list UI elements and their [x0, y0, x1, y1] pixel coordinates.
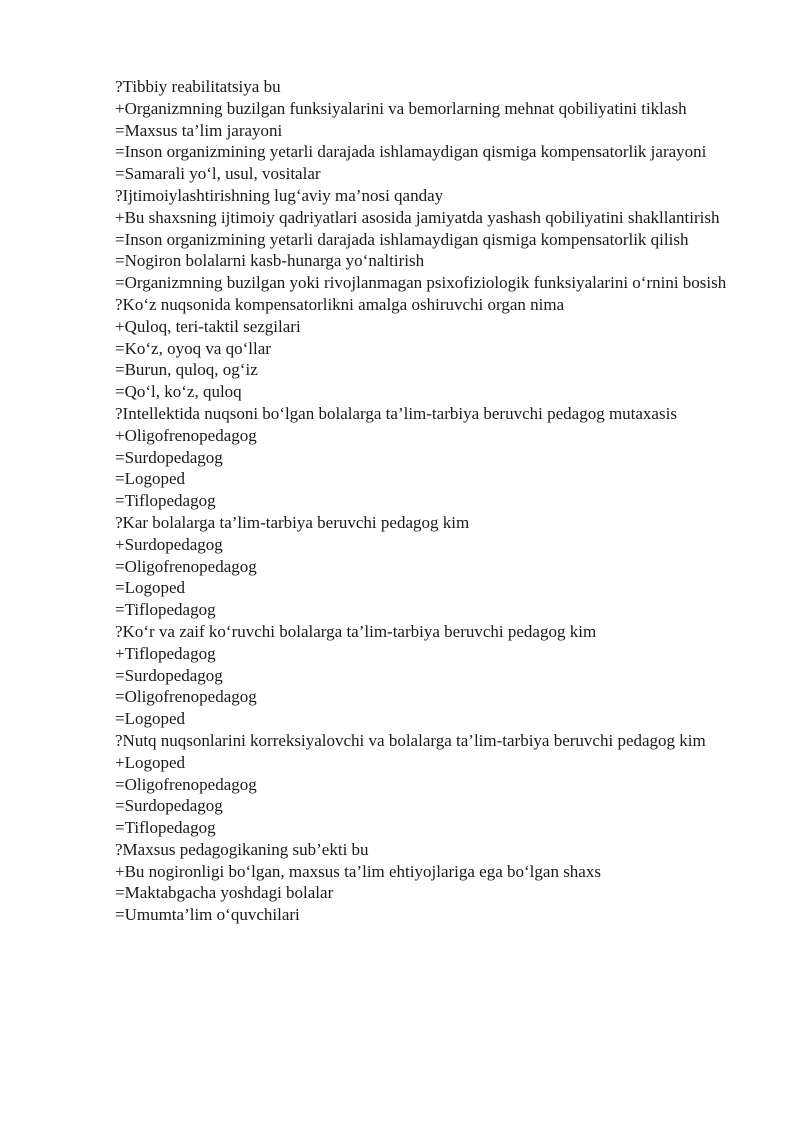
answer-option-line: =Inson organizmining yetarli darajada ishlamaydigan qismiga kompensatorlik qilish — [115, 229, 689, 249]
answer-option-line: =Tiflopedagog — [115, 818, 216, 838]
question-line: ?Tibbiy reabilitatsiya bu — [115, 77, 281, 96]
answer-option-line: =Qo‘l, ko‘z, quloq — [115, 382, 242, 402]
answer-option-line: =Oligofrenopedagog — [115, 687, 257, 707]
answer-option-line: =Oligofrenopedagog — [115, 774, 257, 794]
question-line: ?Intellektida nuqsoni bo‘lgan bolalarga ta’lim-tarbiya beruvchi pedagog mutaxasis — [115, 403, 677, 423]
answer-option-line: =Maktabgacha yoshdagi bolalar — [115, 883, 334, 903]
correct-answer-line: +Logoped — [115, 752, 186, 772]
answer-option-line: =Logoped — [115, 709, 186, 729]
correct-answer-line: +Quloq, teri-taktil sezgilari — [115, 316, 301, 336]
question-line: ?Ko‘z nuqsonida kompensatorlikni amalga oshiruvchi organ nima — [115, 294, 565, 314]
answer-option-line: =Tiflopedagog — [115, 491, 216, 511]
question-line: ?Maxsus pedagogikaning sub’ekti bu — [115, 839, 369, 859]
question-line: ?Kar bolalarga ta’lim-tarbiya beruvchi pedagog kim — [115, 512, 470, 532]
correct-answer-line: +Tiflopedagog — [115, 643, 216, 663]
answer-option-line: =Umumta’lim o‘quvchilari — [115, 905, 300, 925]
answer-option-line: =Surdopedagog — [115, 447, 223, 467]
answer-option-line: =Oligofrenopedagog — [115, 556, 257, 576]
answer-option-line: =Nogiron bolalarni kasb-hunarga yo‘naltirish — [115, 251, 425, 271]
answer-option-line: =Surdopedagog — [115, 665, 223, 685]
question-line: ?Ko‘r va zaif ko‘ruvchi bolalarga ta’lim-tarbiya beruvchi pedagog kim — [115, 621, 597, 641]
question-line: ?Nutq nuqsonlarini korreksiyalovchi va bolalarga ta’lim-tarbiya beruvchi pedagog kim — [115, 730, 706, 750]
answer-option-line: =Samarali yo‘l, usul, vositalar — [115, 164, 321, 184]
answer-option-line: =Tiflopedagog — [115, 600, 216, 620]
correct-answer-line: +Bu nogironligi bo‘lgan, maxsus ta’lim ehtiyojlariga ega bo‘lgan shaxs — [115, 861, 601, 881]
answer-option-line: =Surdopedagog — [115, 796, 223, 816]
answer-option-line: =Logoped — [115, 469, 186, 489]
correct-answer-line: +Organizmning buzilgan funksiyalarini va bemorlarning mehnat qobiliyatini tiklash — [115, 98, 687, 118]
answer-option-line: =Organizmning buzilgan yoki rivojlanmagan psixofiziologik funksiyalarini o‘rnini bosish — [115, 273, 727, 293]
answer-option-line: =Logoped — [115, 578, 186, 598]
answer-option-line: =Maxsus ta’lim jarayoni — [115, 120, 283, 140]
correct-answer-line: +Surdopedagog — [115, 534, 223, 554]
question-list — [115, 76, 745, 926]
question-line: ?Ijtimoiylashtirishning lug‘aviy ma’nosi qanday — [115, 185, 444, 205]
correct-answer-line: +Oligofrenopedagog — [115, 425, 257, 445]
answer-option-line: =Ko‘z, oyoq va qo‘llar — [115, 338, 271, 358]
correct-answer-line: +Bu shaxsning ijtimoiy qadriyatlari asosida jamiyatda yashash qobiliyatini shakllantirish — [115, 207, 720, 227]
answer-option-line: =Burun, quloq, og‘iz — [115, 360, 258, 380]
answer-option-line: =Inson organizmining yetarli darajada ishlamaydigan qismiga kompensatorlik jarayoni — [115, 142, 707, 162]
